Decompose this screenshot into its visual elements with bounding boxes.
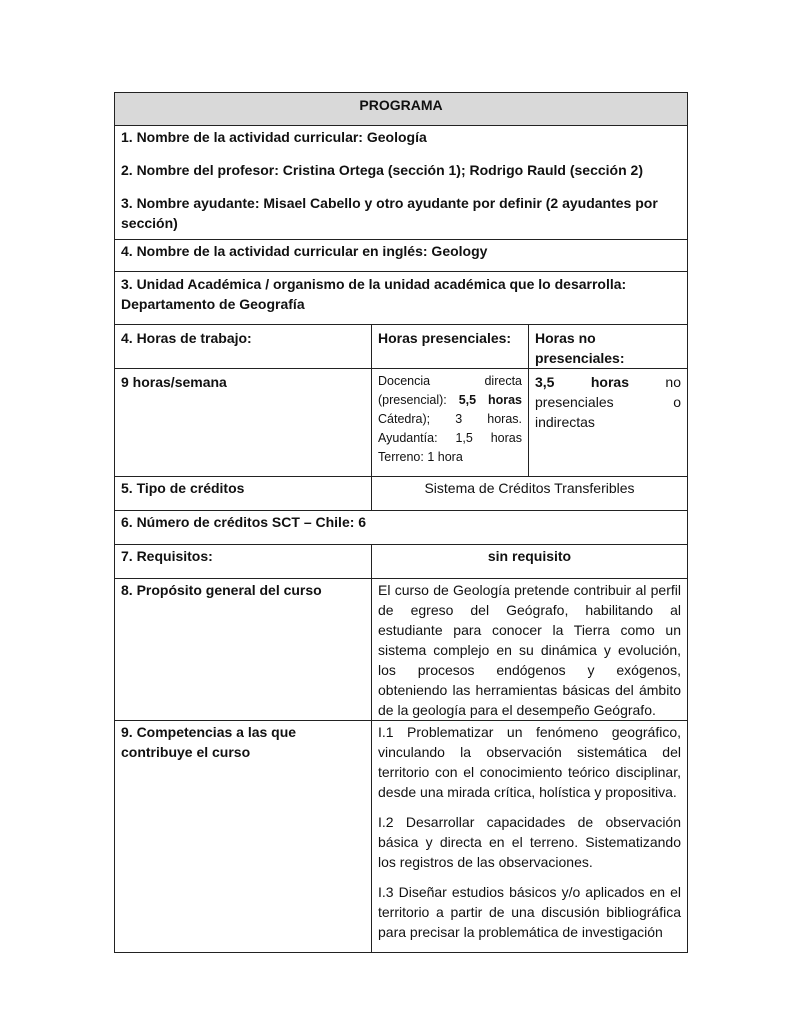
course-name: 1. Nombre de la actividad curricular: Geología — [121, 129, 427, 145]
contact-hours-detail-1: Docencia directa (presencial): — [378, 374, 522, 407]
program-table — [114, 92, 688, 953]
purpose-text: El curso de Geología pretende contribuir al perfil de egreso del Geógrafo, habilitando al estudiante para conocer la Tierra como un sistema complejo en su dinámica y evolución, los procesos endógenos y exógenos, obteniendo las herramientas básicas del ámbito de la geología para el desempeño Geógrafo. — [372, 579, 688, 721]
contact-hours-bold: 5,5 horas — [458, 393, 522, 407]
assistant-name: 3. Nombre ayudante: Misael Cabello y otro ayudante por definir (2 ayudantes por sección) — [121, 195, 658, 231]
requirements-value: sin requisito — [372, 545, 688, 579]
work-hours-label: 4. Horas de trabajo: — [115, 325, 372, 369]
credit-type-label: 5. Tipo de créditos — [115, 477, 372, 511]
english-name: 4. Nombre de la actividad curricular en inglés: Geology — [115, 240, 688, 272]
competency-3: I.3 Diseñar estudios básicos y/o aplicados en el territorio a partir de una discusión bibliográfica para precisar la problemática de investigación — [378, 884, 681, 940]
total-hours: 9 horas/semana — [115, 369, 372, 477]
credit-number: 6. Número de créditos SCT – Chile: 6 — [115, 511, 688, 545]
competencies-label: 9. Competencias a las que contribuye el curso — [115, 721, 372, 953]
academic-unit: 3. Unidad Académica / organismo de la unidad académica que lo desarrolla: Departamento de Geografía — [115, 272, 688, 325]
program-header: PROGRAMA — [115, 93, 688, 126]
non-contact-hours-detail — [529, 369, 688, 477]
competencies-cell — [372, 721, 688, 953]
non-contact-hours-text: no presenciales o indirectas — [535, 374, 681, 430]
non-contact-hours-label: Horas no presenciales: — [529, 325, 688, 369]
contact-hours-detail-2: Cátedra); 3 horas. Ayudantía: 1,5 horas Terreno: 1 hora — [378, 412, 522, 464]
contact-hours-label: Horas presenciales: — [372, 325, 529, 369]
non-contact-hours-bold: 3,5 horas — [535, 374, 629, 390]
course-info-cell — [115, 126, 688, 240]
credit-type-value: Sistema de Créditos Transferibles — [372, 477, 688, 511]
professor-name: 2. Nombre del profesor: Cristina Ortega (sección 1); Rodrigo Rauld (sección 2) — [121, 162, 643, 178]
competency-2: I.2 Desarrollar capacidades de observación básica y directa en el terreno. Sistematizando los registros de las observaciones. — [378, 814, 681, 870]
requirements-label: 7. Requisitos: — [115, 545, 372, 579]
purpose-label: 8. Propósito general del curso — [115, 579, 372, 721]
competency-1: I.1 Problematizar un fenómeno geográfico, vinculando la observación sistemática del territorio con el conocimiento teórico disciplinar, desde una mirada crítica, holística y propositiva. — [378, 724, 681, 800]
contact-hours-detail — [372, 369, 529, 477]
